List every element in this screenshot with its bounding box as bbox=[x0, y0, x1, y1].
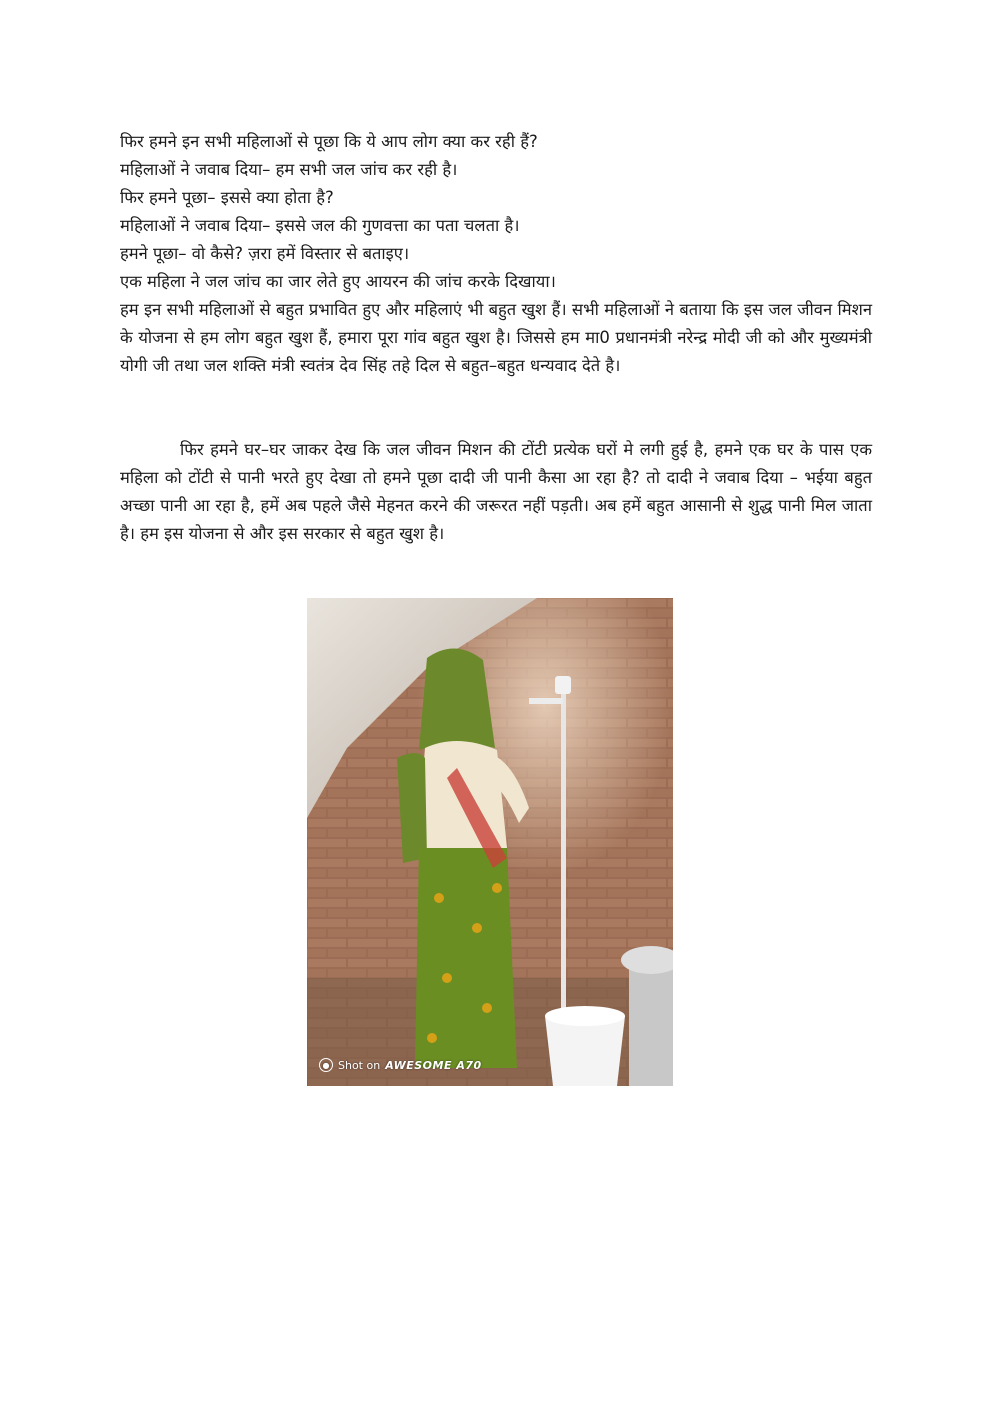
dialogue-line: फिर हमने इन सभी महिलाओं से पूछा कि ये आप लोग क्या कर रही हैं? bbox=[120, 132, 538, 151]
dialogue-line: एक महिला ने जल जांच का जार लेते हुए आयरन की जांच करके दिखाया। bbox=[120, 272, 556, 291]
photo-illustration bbox=[307, 598, 673, 1086]
camera-watermark bbox=[319, 1058, 482, 1072]
visit-section bbox=[120, 436, 872, 548]
paragraph-impressions: हम इन सभी महिलाओं से बहुत प्रभावित हुए और महिलाएं भी बहुत खुश हैं। सभी महिलाओं ने बताया कि इस जल जीवन मिशन के योजना से हम लोग बहुत खुश हैं, हमारा पूरा गांव बहुत खुश है। जिससे हम मा0 प्रधानमंत्री नरेन्द्र मोदी जी को और मुख्यमंत्री योगी जी तथा जल शक्ति मंत्री स्वतंत्र देव सिंह तहे दिल से बहुत–बहुत धन्यवाद देते है। bbox=[120, 300, 872, 375]
dialogue-line: हमने पूछा– वो कैसे? ज़रा हमें विस्तार से बताइए। bbox=[120, 244, 410, 263]
woman-at-tap-photo bbox=[307, 598, 673, 1086]
camera-icon: ● bbox=[319, 1058, 333, 1072]
watermark-brand: AWESOME A70 bbox=[385, 1058, 482, 1072]
dialogue-line: महिलाओं ने जवाब दिया– हम सभी जल जांच कर रही है। bbox=[120, 160, 458, 179]
dialogue-line: फिर हमने पूछा– इससे क्या होता है? bbox=[120, 188, 334, 207]
watermark-prefix: Shot on bbox=[338, 1058, 381, 1072]
dialogue-line: महिलाओं ने जवाब दिया– इससे जल की गुणवत्ता का पता चलता है। bbox=[120, 216, 520, 235]
paragraph-house-visit: फिर हमने घर–घर जाकर देख कि जल जीवन मिशन की टोंटी प्रत्येक घरों मे लगी हुई है, हमने एक घर के पास एक महिला को टोंटी से पानी भरते हुए देखा तो हमने पूछा दादी जी पानी कैसा आ रहा है? तो दादी ने जवाब दिया – भईया बहुत अच्छा पानी आ रहा है, हमें अब पहले जैसे मेहनत करने की जरूरत नहीं पड़ती। अब हमें बहुत आसानी से शुद्ध पानी मिल जाता है। हम इस योजना से और इस सरकार से बहुत खुश है। bbox=[120, 440, 872, 543]
dialogue-section bbox=[120, 128, 872, 380]
